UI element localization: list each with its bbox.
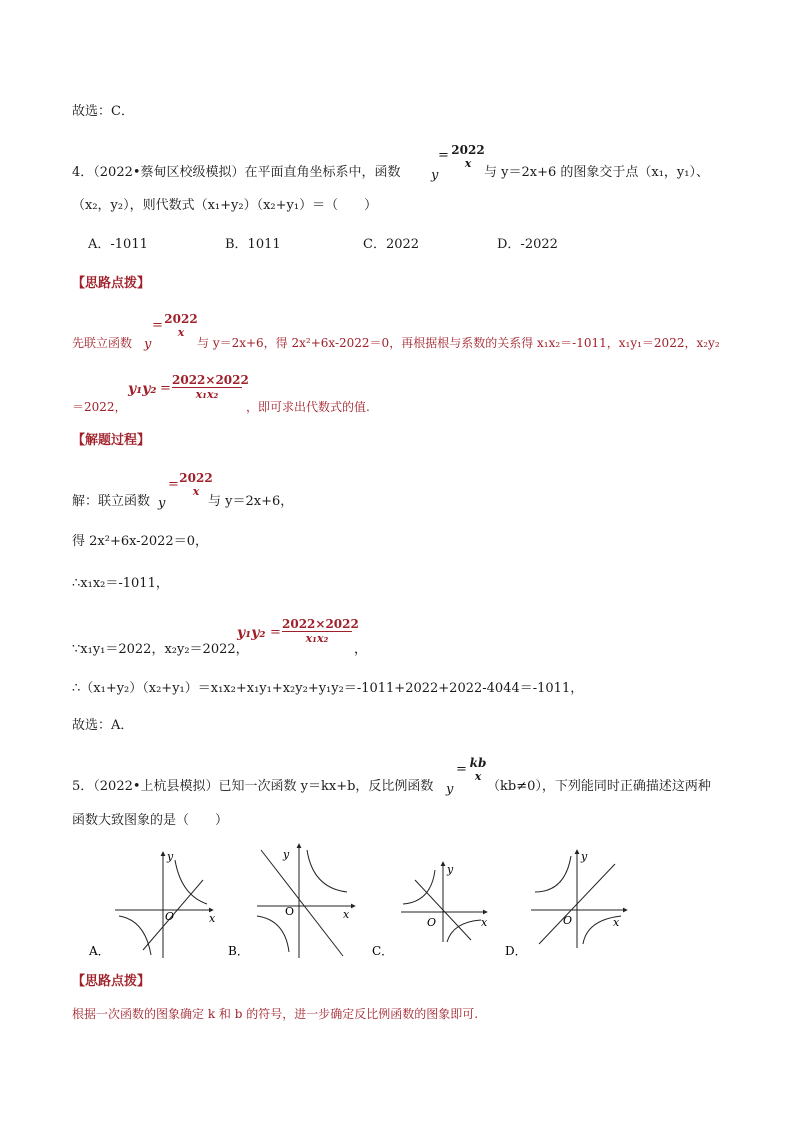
sol-y: y: [158, 496, 166, 511]
q5-frac-num: kb: [469, 756, 487, 770]
hint2-text: 根据一次函数的图象确定 k 和 b 的符号，进一步确定反比例函数的图象即可.: [72, 1007, 479, 1021]
graph-b-line: [261, 850, 343, 956]
sol-frac-num: 2022: [179, 471, 213, 485]
hint1-big-num: 2022×2022: [172, 373, 249, 387]
hint1-frac-num: 2022: [164, 312, 198, 326]
hint1-eq2: =: [160, 381, 171, 396]
graph-a[interactable]: [88, 850, 216, 958]
sol-line4b: ，: [354, 642, 368, 657]
graph-d-origin: O: [563, 914, 573, 927]
graph-c-label: C．: [372, 944, 394, 958]
hint1-c: ＝2022，: [72, 400, 127, 414]
graph-a-y-label: y: [167, 850, 174, 863]
hint1-d: ，即可求出代数式的值.: [246, 400, 370, 414]
graph-c[interactable]: [372, 862, 488, 958]
graph-b-hyperbola-1: [307, 850, 347, 892]
q5-stem-a: 5．（2022•上杭县模拟）已知一次函数 y＝kx+b，反比例函数: [72, 779, 434, 794]
prev-answer: 故选：C．: [72, 104, 134, 119]
graph-b-x-label: x: [343, 908, 350, 921]
sol-line5: ∴（x₁+y₂）（x₂+y₁）＝x₁x₂+x₁y₁+x₂y₂+y₁y₂＝-1011+2022+2022-4044＝-1011，: [72, 681, 584, 696]
graph-c-y-label: y: [447, 863, 454, 876]
q4-y: y: [431, 168, 439, 183]
q5-frac-den: x: [474, 770, 482, 783]
graph-d-label: D．: [505, 944, 527, 958]
q4-stem-c: （x₂，y₂），则代数式（x₁+y₂）（x₂+y₁）＝（ ）: [72, 198, 378, 213]
graph-a-origin: O: [165, 910, 175, 923]
sol-line1b: 与 y＝2x+6，: [208, 494, 294, 509]
q5-eq-sign: =: [456, 762, 467, 777]
sol-line4a: ∵x₁y₁＝2022，x₂y₂＝2022，: [72, 642, 249, 657]
q4-option-c[interactable]: C．2022: [363, 237, 420, 252]
q4-option-b[interactable]: B．1011: [225, 237, 281, 252]
hint1-b: 与 y＝2x+6，得 2x²+6x-2022＝0，再根据根与系数的关系得 x₁x₂＝-1011，x₁y₁＝2022，x₂y₂: [197, 336, 720, 350]
q4-frac-den: x: [464, 157, 472, 170]
graph-c-x-label: x: [481, 916, 488, 929]
graph-a-hyperbola-2: [119, 916, 151, 955]
graph-d-hyperbola-1: [535, 856, 571, 892]
q4-option-d[interactable]: D．-2022: [497, 237, 558, 252]
sol-big-den: x₁x₂: [282, 631, 352, 645]
q4-stem-b: 与 y＝2x+6 的图象交于点（x₁，y₁）、: [484, 165, 709, 180]
graph-c-hyperbola-1: [403, 870, 435, 904]
sol-line2: 得 2x²+6x-2022＝0，: [72, 534, 208, 549]
q5-stem-c: 函数大致图象的是（ ）: [72, 813, 229, 828]
sol-line1a: 解：联立函数: [72, 494, 151, 509]
graph-b[interactable]: [228, 844, 355, 958]
q5-y: y: [446, 782, 454, 797]
q4-stem-a: 4．（2022•蔡甸区校级模拟）在平面直角坐标系中，函数: [72, 165, 401, 180]
section-solution-heading: 【解题过程】: [72, 433, 151, 448]
hint1-big-fraction: [172, 373, 249, 401]
hint1-frac-den: x: [177, 326, 185, 339]
graph-d[interactable]: [505, 850, 627, 958]
q5-fraction: [467, 757, 489, 783]
graph-c-origin: O: [427, 916, 437, 929]
sol-big-num: 2022×2022: [282, 617, 359, 631]
graph-a-label: A．: [89, 944, 110, 958]
graph-a-x-label: x: [209, 912, 216, 925]
graph-c-hyperbola-2: [447, 920, 481, 942]
graph-b-origin: O: [285, 905, 295, 918]
sol-line3: ∴x₁x₂＝-1011，: [72, 576, 169, 591]
q4-eq-sign: =: [438, 148, 449, 163]
graph-b-y-label: y: [283, 848, 290, 861]
sol-frac-den: x: [192, 485, 200, 498]
hint1-big-den: x₁x₂: [172, 387, 242, 401]
sol-y1y2: y₁y₂: [237, 625, 266, 641]
section-hint2-heading: 【思路点拨】: [72, 974, 151, 989]
hint1-eq-sign: =: [152, 318, 163, 333]
hint1-a: 先联立函数: [72, 336, 133, 350]
q4-frac-num: 2022: [451, 143, 485, 157]
sol-big-fraction: [282, 617, 359, 645]
graph-d-y-label: y: [581, 850, 588, 863]
q5-stem-b: （kb≠0），下列能同时正确描述这两种: [487, 779, 711, 794]
section-hint-heading: 【思路点拨】: [72, 276, 151, 291]
graph-a-hyperbola-1: [175, 860, 207, 904]
graph-b-hyperbola-2: [257, 916, 289, 952]
q4-fraction: [450, 144, 486, 170]
q5-graphs: [85, 840, 645, 965]
graph-b-label: B．: [228, 944, 249, 958]
hint1-y: y: [144, 337, 152, 352]
hint1-y1y2: y₁y₂: [128, 381, 157, 397]
sol-eq2: =: [270, 625, 281, 640]
q4-option-a[interactable]: A．-1011: [88, 237, 148, 252]
hint1-fraction: [163, 313, 199, 339]
sol-line6: 故选：A．: [72, 718, 134, 733]
sol-eq-sign: =: [168, 477, 179, 492]
graph-d-x-label: x: [613, 916, 620, 929]
